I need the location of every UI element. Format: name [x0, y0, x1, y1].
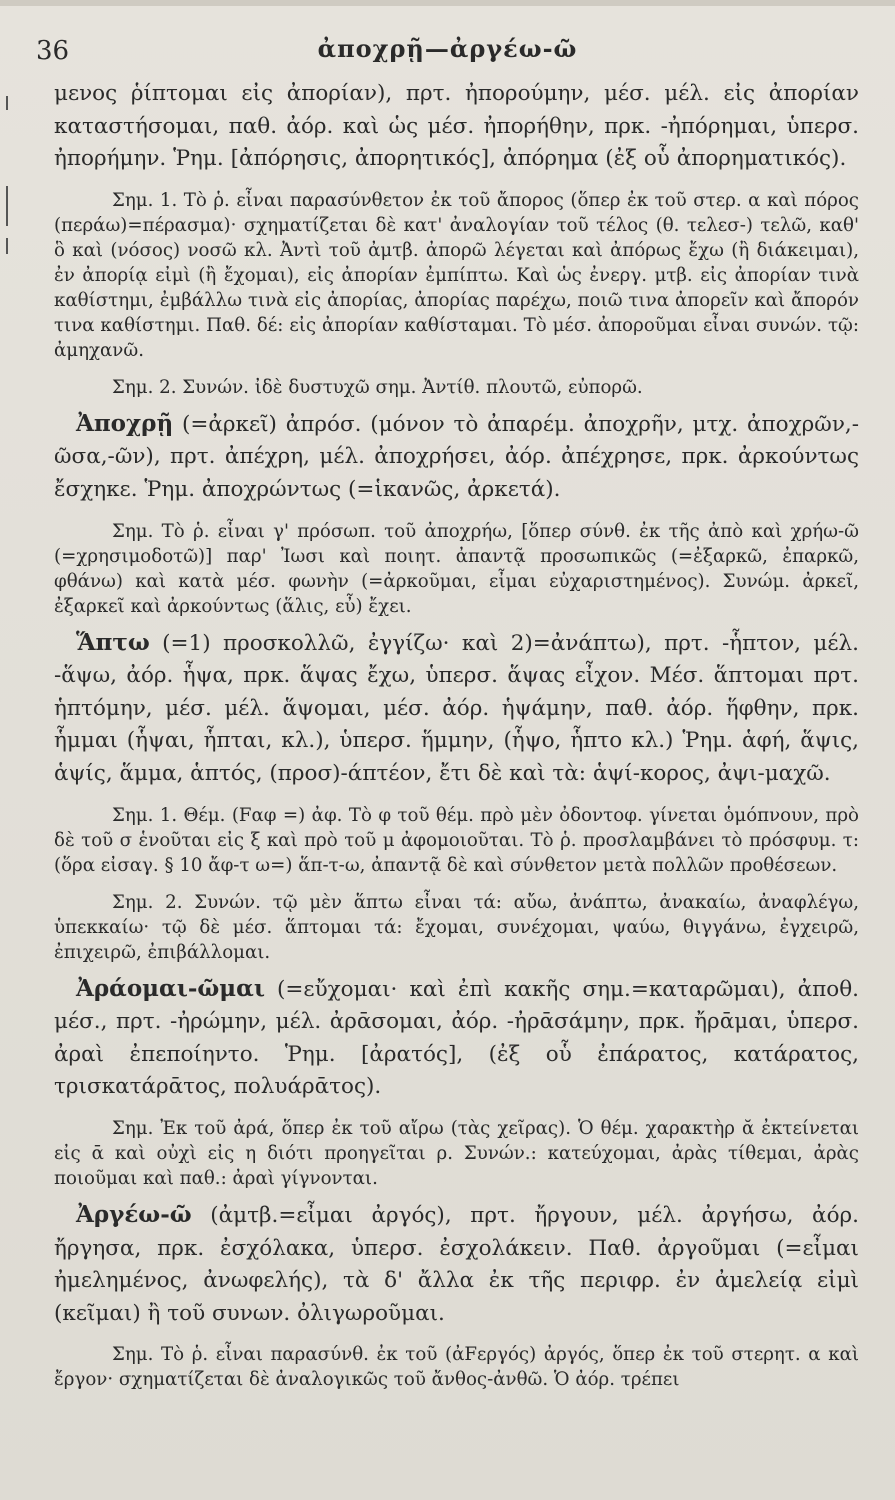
entry-continuation: μενος ῥίπτομαι εἰς ἀπορίαν), πρτ. ἠπορούμην, μέσ. μέλ. εἰς ἀπορίαν καταστήσομαι, παθ. ἀόρ. καὶ ὡς μέσ. ἠπορήθην, πρκ. -ἠπόρημαι, ὑπερσ. ἠπορήμην. Ῥημ. [ἀπόρησις, ἀπορητικός], ἀπόρημα (ἐξ οὗ ἀπορηματικός).: [54, 81, 859, 172]
dictionary-entry: [54, 627, 859, 791]
margin-mark: [6, 96, 8, 110]
entry-body: (ἀμτβ.=εἶμαι ἀργός), πρτ. ἤργουν, μέλ. ἀργήσω, ἀόρ. ἤργησα, πρκ. ἐσχόλακα, ὑπερσ. ἐσχολάκειν. Παθ. ἀργοῦμαι (=εἶμαι ἠμελημένος, ἀνωφελής), τὰ δ' ἄλλα ἐκ τῆς περιφρ. ἐν ἀμελείᾳ εἰμὶ (κεῖμαι) ἢ τοῦ συνων. ὀλιγωροῦμαι.: [54, 1202, 859, 1326]
note: Σημ. 1. Θέμ. (Fαφ =) ἀφ. Τὸ φ τοῦ θέμ. πρὸ μὲν ὀδοντοφ. γίνεται ὁμόπνουν, πρὸ δὲ τοῦ σ ἑνοῦται εἰς ξ καὶ πρὸ τοῦ μ ἀφομοιοῦται. Τὸ ῥ. προσλαμβάνει τὸ πρόσφυμ. τ: (ὅρα εἰσαγ. § 10 ἄφ-τ ω=) ἅπ-τ-ω, ἀπαντᾷ δὲ καὶ σύνθετον μετὰ πολλῶν προθέσεων.: [54, 804, 859, 876]
note: Σημ. Τὸ ῥ. εἶναι παρασύνθ. ἐκ τοῦ (ἀFεργός) ἀργός, ὅπερ ἐκ τοῦ στερητ. α καὶ ἔργον· σχηματίζεται δὲ ἀναλογικῶς τοῦ ἄνθος-ἀνθῶ. Ὁ ἀόρ. τρέπει: [54, 1344, 859, 1391]
note: Σημ. 2. Συνών. τῷ μὲν ἅπτω εἶναι τά: αὔω, ἀνάπτω, ἀνακαίω, ἀναφλέγω, ὑπεκκαίω· τῷ δὲ μέσ. ἅπτομαι τά: ἔχομαι, συνέχομαι, ψαύω, θιγγάνω, ἐγχειρῶ, ἐπιχειρῶ, ἐπιβάλλομαι.: [54, 891, 859, 963]
dictionary-entry: [54, 973, 859, 1104]
headword: Ἀράομαι-ῶμαι: [76, 974, 265, 1002]
entry-body: (=ἀρκεῖ) ἀπρόσ. (μόνον τὸ ἀπαρέμ. ἀποχρῆν, μτχ. ἀποχρῶν,-ῶσα,-ῶν), πρτ. ἀπέχρη, μέλ. ἀποχρήσει, ἀόρ. ἀπέχρησε, πρκ. ἀρκούντως ἔσχηκε. Ῥημ. ἀποχρώντως (=ἱκανῶς, ἀρκετά).: [54, 411, 859, 502]
dictionary-entry: [54, 1199, 859, 1330]
dictionary-text: [54, 78, 859, 1400]
note: Σημ. 1. Τὸ ῥ. εἶναι παρασύνθετον ἐκ τοῦ ἄπορος (ὅπερ ἐκ τοῦ στερ. α καὶ πόρος (περάω)=πέρασμα)· σχηματίζεται δὲ κατ' ἀναλογίαν τοῦ τέλος (θ. τελεσ-) τελῶ, καθ' ὃ καὶ (νόσος) νοσῶ κλ. Ἀντὶ τοῦ ἀμτβ. ἀπορῶ λέγεται καὶ ἀπόρως ἔχω (ἢ διάκειμαι), ἐν ἀπορίᾳ εἰμὶ (ἢ ἔχομαι), εἰς ἀπορίαν ἐμπίπτω. Καὶ ὡς ἐνεργ. μτβ. εἰς ἀπορίαν τινὰ καθίστημι, ἐμβάλλω τινὰ εἰς ἀπορίας, ἀπορίας παρέχω, ποιῶ τινα ἀπορεῖν καὶ ἄπορόν τινα καθίστημι. Παθ. δέ: εἰς ἀπορίαν καθίσταμαι. Τὸ μέσ. ἀποροῦμαι εἶναι συνών. τῷ: ἀμηχανῶ.: [54, 189, 859, 361]
entry-body: (=εὔχομαι· καὶ ἐπὶ κακῆς σημ.=καταρῶμαι), ἀποθ. μέσ., πρτ. -ἠρώμην, μέλ. ἀρᾱσομαι, ἀόρ. -ἠρᾱσάμην, πρκ. ἤρᾱμαι, ὑπερσ. ἀραὶ ἐπεποίηντο. Ῥημ. [ἀρατός], (ἐξ οὗ ἐπάρατος, κατάρατος, τρισκατάρᾱτος, πολυάρᾱτος).: [54, 976, 859, 1100]
headword: Ἀργέω-ῶ: [76, 1200, 192, 1228]
running-head: ἀποχρῇ—ἀργέω-ῶ: [317, 34, 578, 63]
headword: Ἀποχρῇ: [76, 409, 174, 437]
page-top-edge: [0, 0, 895, 6]
note: Σημ. Τὸ ῥ. εἶναι γ' πρόσωπ. τοῦ ἀποχρήω, [ὅπερ σύνθ. ἐκ τῆς ἀπὸ καὶ χρήω-ῶ (=χρησιμοδοτῶ)] παρ' Ἰωσι καὶ ποιητ. ἀπαντᾷ προσωπικῶς (=ἐξαρκῶ, ἐπαρκῶ, φθάνω) καὶ κατὰ μέσ. φωνὴν (=ἀρκοῦμαι, εἶμαι εὐχαριστημένος). Συνώμ. ἀρκεῖ, ἐξαρκεῖ καὶ ἀρκούντως (ἅλις, εὖ) ἔχει.: [54, 520, 859, 617]
margin-mark: [6, 238, 8, 254]
page-number: 36: [36, 36, 70, 66]
note: Σημ. 2. Συνών. ἰδὲ δυστυχῶ σημ. Ἀντίθ. πλουτῶ, εὐπορῶ.: [112, 376, 643, 398]
dictionary-entry: [54, 408, 859, 507]
margin-mark: [6, 186, 8, 226]
entry-body: (=1) προσκολλῶ, ἐγγίζω· καὶ 2)=ἀνάπτω), πρτ. -ἧπτον, μέλ. -ἅψω, ἀόρ. ἧψα, πρκ. ἅψας ἔχω, ὑπερσ. ἅψας εἶχον. Μέσ. ἅπτομαι πρτ. ἡπτόμην, μέσ. μέλ. ἅψομαι, μέσ. ἀόρ. ἡψάμην, παθ. ἀόρ. ἥφθην, πρκ. ἧμμαι (ἧψαι, ἧπται, κλ.), ὑπερσ. ἥμμην, (ἧψο, ἧπτο κλ.) Ῥημ. ἁφή, ἅψις, ἁψίς, ἅμμα, ἁπτός, (προσ)-άπτέον, ἔτι δὲ καὶ τὰ: ἁψί-κορος, ἀψι-μαχῶ.: [54, 630, 859, 786]
note: Σημ. Ἐκ τοῦ ἀρά, ὅπερ ἐκ τοῦ αἴρω (τὰς χεῖρας). Ὁ θέμ. χαρακτὴρ ᾰ ἐκτείνεται εἰς ᾱ καὶ οὐχὶ εἰς η διότι προηγεῖται ρ. Συνών.: κατεύχομαι, ἀρὰς τίθεμαι, ἀρὰς ποιοῦμαι καὶ παθ.: ἀραὶ γίγνονται.: [54, 1117, 859, 1189]
headword: Ἅπτω: [76, 628, 150, 656]
